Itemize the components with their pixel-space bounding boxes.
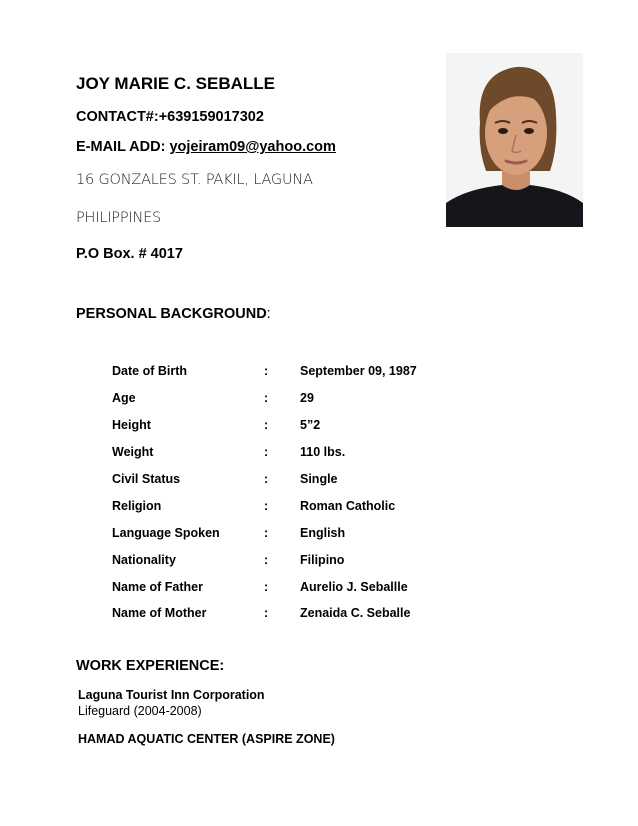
info-label: Religion [112, 498, 162, 513]
info-value: Zenaida C. Seballe [300, 606, 411, 621]
contact-number: CONTACT#:+639159017302 [76, 109, 264, 125]
info-value: Filipino [300, 552, 345, 567]
info-separator: : [264, 472, 269, 486]
info-value: English [300, 525, 346, 540]
info-value: 110 lbs. [300, 445, 346, 460]
info-value: Roman Catholic [300, 498, 396, 513]
work-company-1: Laguna Tourist Inn Corporation [78, 688, 265, 702]
info-label: Weight [112, 445, 154, 460]
info-value: Aurelio J. Seballle [300, 579, 408, 594]
po-box: P.O Box. # 4017 [76, 246, 183, 262]
personal-info-row [112, 573, 480, 600]
personal-info-row [112, 600, 480, 627]
personal-info-row [112, 385, 480, 412]
info-label: Nationality [112, 552, 176, 567]
info-label: Age [112, 391, 136, 406]
info-value: 29 [300, 391, 314, 406]
work-company-2: HAMAD AQUATIC CENTER (ASPIRE ZONE) [78, 732, 335, 746]
personal-info-row [112, 466, 480, 493]
info-value: September 09, 1987 [300, 364, 417, 379]
info-separator: : [264, 552, 269, 567]
address-line-1: 16 GONZALES ST. PAKIL, LAGUNA [76, 172, 313, 188]
info-separator: : [264, 525, 269, 540]
work-experience-heading: WORK EXPERIENCE: [76, 658, 225, 674]
info-separator: : [264, 606, 269, 621]
info-separator: : [264, 498, 269, 513]
info-separator: : [264, 391, 269, 406]
info-separator: : [264, 364, 269, 379]
info-separator: : [264, 579, 269, 594]
personal-info-row [112, 439, 480, 466]
info-label: Civil Status [112, 472, 181, 486]
info-separator: : [264, 418, 269, 433]
info-label: Date of Birth [112, 364, 187, 379]
personal-heading-colon: : [266, 306, 271, 322]
info-label: Height [112, 418, 151, 433]
info-label: Name of Mother [112, 606, 207, 621]
personal-info-row [112, 358, 480, 385]
personal-background-heading [76, 306, 271, 322]
info-label: Name of Father [112, 579, 203, 594]
email-label: E-MAIL ADD: [76, 139, 166, 155]
email-line [76, 139, 336, 155]
info-separator: : [264, 445, 269, 460]
applicant-photo [446, 53, 583, 227]
email-link[interactable]: yojeiram09@yahoo.com [169, 139, 336, 155]
info-value: 5”2 [300, 418, 321, 433]
info-value: Single [300, 472, 338, 486]
personal-info-table [112, 358, 480, 627]
info-label: Language Spoken [112, 525, 220, 540]
personal-info-row [112, 412, 480, 439]
portrait-image [446, 53, 583, 227]
personal-info-row [112, 519, 480, 546]
personal-heading-text: PERSONAL BACKGROUND [76, 306, 267, 322]
personal-info-row [112, 492, 480, 519]
applicant-name: JOY MARIE C. SEBALLE [76, 74, 275, 93]
personal-info-row [112, 546, 480, 573]
address-line-2: PHILIPPINES [76, 210, 162, 226]
work-position-1: Lifeguard (2004-2008) [78, 704, 202, 718]
